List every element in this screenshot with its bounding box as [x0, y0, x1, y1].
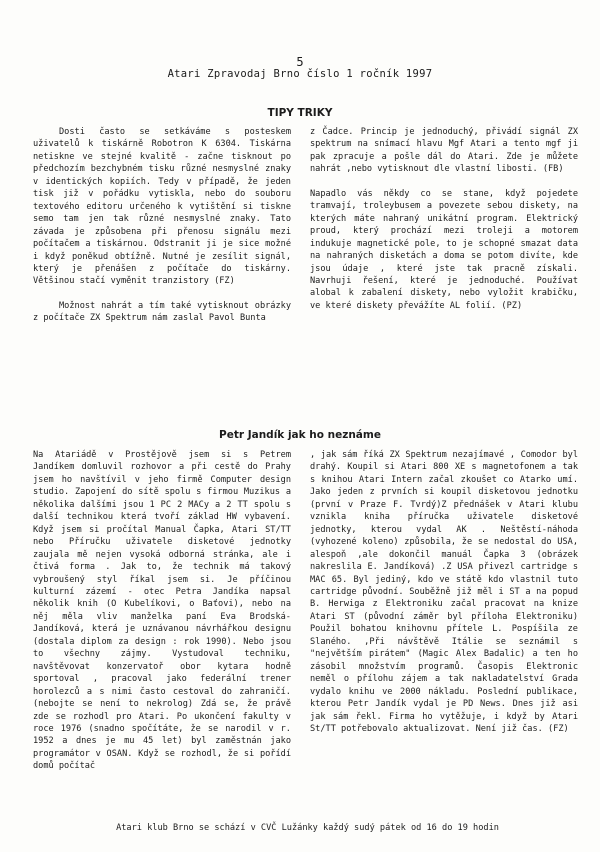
running-header: Atari Zpravodaj Brno číslo 1 ročník 1997 — [167, 68, 433, 80]
tips-right-column — [310, 126, 578, 312]
article-right-column — [310, 449, 578, 735]
tips-paragraph: Dosti často se setkáváme s posteskem uživatelů k tiskárně Robotron K 6304. Tiskárna netiskne ve stejné kvalitě - začne tisknout po předchozím bezchybném tisku různé nesmyslné znaky v identických kopiích. Tedy v případě, že jeden tisk již v pořádku vytiskla, nebo do souboru textového editoru určeného k vytištění si tiskne semo tam jen tak různé nesmyslné znaky. Tato závada je způsobena při přenosu signálu mezi počítačem a tiskárnou. Odstranit ji je sice možné i když poněkud obtížně. Nutné je zesílit signál, který je přenášen z počítače do tiskárny. Většinou stačí vyměnit tranzistory (FZ) — [33, 127, 291, 287]
page-number: 5 — [296, 55, 304, 69]
article-left-column — [33, 449, 291, 773]
article-paragraph: Na Atariádě v Prostějově jsem si s Petrem Jandíkem domluvil rozhovor a při cestě do Prahy jsem ho navštívil v jeho firmě Computer design studio. Zapojení do sítě spolu s firmou Muzikus a několika dalšími jsou 1 PC 2 MACy a 2 TT spolu s další technikou která tvoří základ HW vybavení. Když jsem si pročítal Manual Čapka, Atari ST/TT nebo Příručku uživatele disketové jednotky zaujala mě nejen vysoká odborná stránka, ale i čtivá forma . Jak to, že technik má takový vybroušený styl říkal jsem si. Je příčinou kulturní zázemí - otec Petra Jandíka napsal několik knih (O Kubelíkovi, o Baťovi), nebo na něj měla vliv manželka paní Eva Brodská-Jandíková, která je uznávanou návrhářkou designu (dostala diplom za design : rok 1990). Nebo jsou to všechny zájmy. Vystudoval techniku, navštěvovat konzervatoř obor kytara hodně sportoval , pracoval jako federální trener horolezců a s nimi často cestoval do zahraničí. (nebojte se není to nekrolog) Zdá se, že právě zde se rozhodl pro Atari. Po ukončení fakulty v roce 1976 (snadno spočítáte, že se narodil v r. 1952 a dnes je mu 45 let) byl zaměstnán jako programátor v OSAN. Když se rozhodl, že si pořídí domů počítač — [33, 450, 291, 772]
tips-left-column — [33, 126, 291, 325]
tips-paragraph: Napadlo vás někdy co se stane, když pojedete tramvají, troleybusem a povezete sebou diskety, na kterých máte nahraný unikátní program. Elektrický proud, který prochází mezi troleji a motorem indukuje magnetické pole, to je schopné smazat data na nahraných disketách a doma se potom divíte, kde jsou údaje , které jste tak pracně získali. Navrhuji řešení, které je jednoduché. Používat alobal k zabalení diskety, nebo vyložit krabičku, ve které diskety převážíte AL folií. (PZ) — [310, 188, 578, 311]
tips-paragraph: z Čadce. Princip je jednoduchý, přivádí signál ZX spektrum na snímací hlavu Mgf Atari a tento mgf ji pak zpracuje a pošle dál do Atari. Zde je můžete nahrát ,nebo vytisknout dle vlastní libosti. (FB) — [310, 127, 578, 175]
article-paragraph: , jak sám říká ZX Spektrum nezajímavé , Comodor byl drahý. Koupil si Atari 800 XE s magnetofonem a tak s knihou Atari Intern začal zkoušet co Atarko umí. Jako jeden z prvních si koupil disketovou jednotku (první v Praze F. Tvrdý)Z přednášek v Atari klubu vznikla kniha příručka uživatele disketové jednotky, kterou vydal AK . Neštěstí-náhoda (vyhozené koleno) způsobila, že se nedostal do USA, alespoň ,ale dokončil manuál Čapka 3 (obrázek nakreslila E. Jandíková) .Z USA přivezl cartridge s MAC 65. Byl jediný, kdo ve státě kdo vlastnil tuto cartridge původní. Souběžně již měl i ST a na popud B. Herwiga z Elektroniku začal pracovat na knize Atari ST (původní záměr byl příloha Elektroniku) Použil bohatou knihovnu přítele L. Pospíšila ze Slaného. ,Při návštěvě Itálie se seznámil s "největším pirátem" (Magic Alex Badalic) a ten ho zásobil množstvím programů. Časopis Elektronic neměl o přílohu zájem a tak nakladatelství Grada vydalo knihu ve 2000 nákladu. Poslední publikace, kterou Petr Jandík vydal je PD News. Dnes již asi jak sám řekl. Firma ho vytěžuje, i když by Atari St/TT potřebovalo aktualizovat. Není již čas. (FZ) — [310, 450, 578, 734]
footer-note: Atari klub Brno se schází v CVČ Lužánky každý sudý pátek od 16 do 19 hodin — [116, 823, 499, 833]
section-title-article: Petr Jandík jak ho neznáme — [219, 429, 381, 441]
section-title-tips: TIPY TRIKY — [267, 107, 333, 119]
tips-paragraph: Možnost nahrát a tím také vytisknout obrázky z počítače ZX Spektrum nám zaslal Pavol Bunta — [33, 300, 291, 324]
